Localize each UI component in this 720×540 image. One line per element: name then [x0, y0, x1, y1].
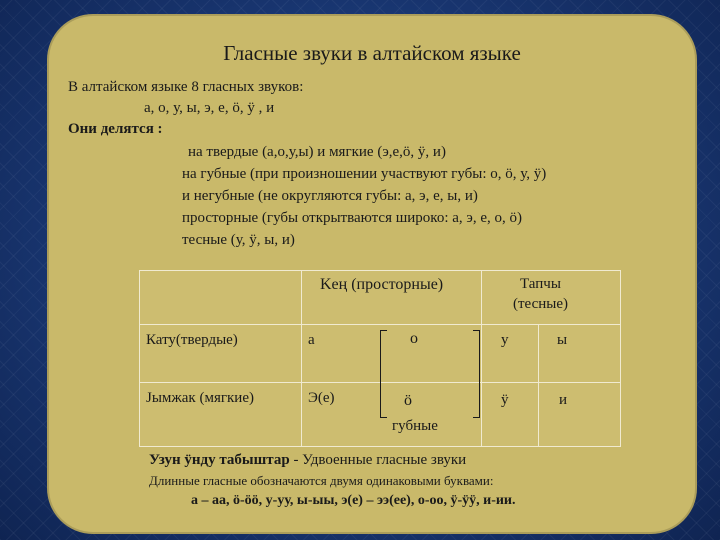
table-border-right: [620, 270, 621, 446]
cell-o-soft: ӧ: [404, 392, 412, 409]
division-line-2: на губные (при произношении участвуют губы: о, ӧ, у, ӱ): [182, 166, 547, 182]
cell-o-hard: о: [410, 330, 418, 347]
cell-u-hard: у: [501, 332, 509, 348]
cell-i: и: [559, 392, 568, 408]
table-border-top: [139, 270, 621, 271]
table-border-col1: [301, 270, 302, 446]
division-line-3: и негубные (не округляются губы: а, э, е, ы, и): [182, 188, 478, 204]
long-vowels-examples: а – аа, ӧ-ӧӧ, у-уу, ы-ыы, э(е) – ээ(ее), о-оо, ӱ-ӱӱ, и-ии.: [191, 493, 516, 508]
row-label-hard: Кату(твердые): [146, 332, 238, 348]
cell-a: а: [308, 332, 315, 348]
intro-line-1: В алтайском языке 8 гласных звуков:: [68, 79, 304, 95]
cell-y: ы: [557, 332, 568, 348]
long-vowels-heading-bold: Узун ӱнду табыштар: [149, 452, 290, 468]
division-line-1: на твердые (а,о,у,ы) и мягкие (э,е,ӧ, ӱ, и): [188, 144, 446, 160]
row-label-soft: Јымжак (мягкие): [146, 390, 254, 406]
intro-line-3: Они делятся :: [68, 121, 163, 137]
cell-u-soft: ӱ: [501, 392, 509, 408]
division-line-5: тесные (у, ӱ, ы, и): [182, 232, 295, 248]
table-border-col3: [538, 324, 539, 446]
header-tapchy: Тапчы: [520, 276, 561, 292]
table-border-left: [139, 270, 140, 446]
labial-label: губные: [392, 418, 438, 434]
page-title: Гласные звуки в алтайском языке: [223, 41, 521, 65]
long-vowels-heading: [149, 452, 619, 469]
long-vowels-rule: Длинные гласные обозначаются двумя одинаковыми буквами:: [149, 473, 494, 488]
labial-bracket-left: [380, 330, 387, 418]
table-border-bottom: [139, 446, 621, 447]
table-border-col2: [481, 270, 482, 446]
slide-panel: [47, 14, 697, 534]
long-vowels-heading-rest: - Удвоенные гласные звуки: [289, 452, 467, 468]
cell-e: Э(е): [308, 390, 335, 406]
table-border-row1: [139, 324, 621, 325]
header-tapchy-sub: (тесные): [513, 296, 568, 312]
header-ken: Keң (просторные): [320, 276, 444, 293]
labial-bracket-right: [473, 330, 480, 418]
division-line-4: просторные (губы открытваются широко: а, э, е, о, ӧ): [182, 210, 522, 226]
intro-line-2: а, о, у, ы, э, е, ӧ, ӱ , и: [144, 100, 275, 116]
